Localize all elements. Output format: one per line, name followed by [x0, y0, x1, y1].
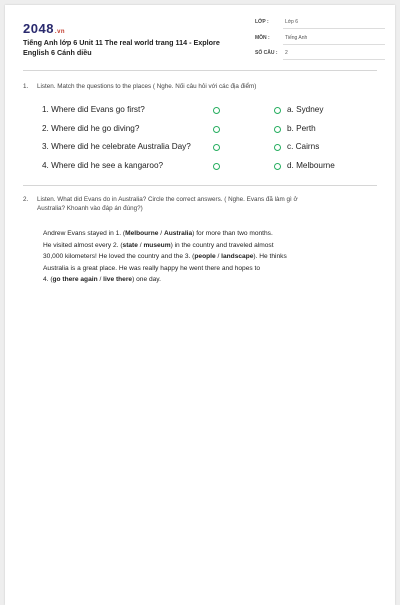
question-2-instruction [23, 195, 298, 213]
answer-option[interactable]: Australia [163, 230, 193, 237]
passage-text: ) one day. [132, 276, 161, 284]
logo-text: 2048 [23, 21, 54, 36]
passage-text: He visited almost every 2. ( [43, 241, 123, 249]
meta-value: Lớp 6 [285, 19, 299, 25]
option-separator: / [215, 253, 222, 261]
answer-option[interactable]: museum [143, 241, 171, 249]
match-dot-left[interactable] [213, 107, 220, 114]
match-dot-left[interactable] [213, 144, 220, 151]
match-dot-right[interactable] [274, 126, 281, 133]
passage-line: Australia is a great place. He was really happy he went there and hopes to [43, 264, 260, 272]
answer-option[interactable]: state [122, 241, 138, 249]
worksheet-page [5, 5, 395, 605]
meta-divider [283, 28, 385, 29]
option-separator: / [97, 276, 104, 284]
answer-option[interactable]: landscape [221, 253, 254, 261]
instruction-text: Listen. Match the questions to the places ( Nghe. Nối câu hỏi với các địa điểm) [37, 83, 257, 90]
match-dot-left[interactable] [213, 126, 220, 133]
option-separator: / [158, 230, 164, 237]
question-item: 1. Where did Evans go first? [42, 105, 145, 114]
place-item: d. Melbourne [287, 161, 335, 170]
place-item: c. Cairns [287, 142, 320, 151]
match-dot-right[interactable] [274, 163, 281, 170]
meta-label: LỚP : [255, 19, 269, 25]
match-dot-right[interactable] [274, 107, 281, 114]
passage-line [43, 274, 373, 286]
question-1-instruction [23, 82, 256, 91]
document-title: Tiếng Anh lớp 6 Unit 11 The real world trang 114 - Explore English 6 Cánh diều [23, 38, 220, 57]
passage-line [43, 228, 373, 240]
match-dot-right[interactable] [274, 144, 281, 151]
passage-line [43, 251, 373, 263]
instruction-text: Australia? Khoanh vào đáp án đúng?) [37, 205, 143, 212]
meta-label: MÔN : [255, 35, 270, 41]
answer-option[interactable]: live there [103, 276, 133, 284]
meta-value: Tiếng Anh [285, 35, 308, 41]
meta-label: SỐ CÂU : [255, 50, 278, 56]
match-dot-left[interactable] [213, 163, 220, 170]
meta-value: 2 [285, 50, 288, 56]
passage-line [43, 240, 373, 252]
passage-text: ) for more than two months. [192, 230, 273, 237]
question-number: 1. [23, 83, 29, 90]
question-number: 2. [23, 196, 29, 203]
question-item: 4. Where did he see a kangaroo? [42, 161, 164, 170]
passage-text: 4. ( [43, 276, 53, 284]
site-logo[interactable] [23, 21, 65, 36]
answer-option[interactable]: Melbourne [125, 230, 159, 237]
logo-suffix: .vn [54, 29, 66, 35]
meta-divider [283, 44, 385, 45]
place-item: b. Perth [287, 124, 316, 133]
question-item: 2. Where did he go diving? [42, 124, 140, 133]
passage-text: 30,000 kilometers! He loved the country and the 3. ( [43, 253, 195, 261]
header-divider [23, 70, 377, 71]
passage-text: ) in the country and traveled almost [170, 241, 274, 249]
place-item: a. Sydney [287, 105, 324, 114]
section-divider [23, 185, 377, 186]
passage-text: ). He thinks [253, 253, 287, 261]
answer-option[interactable]: people [194, 253, 216, 261]
option-separator: / [137, 241, 144, 249]
answer-option[interactable]: go there again [52, 276, 98, 284]
question-item: 3. Where did he celebrate Australia Day? [42, 142, 191, 151]
instruction-text: Listen. What did Evans do in Australia? Circle the correct answers. ( Nghe. Evans đã làm gì ở [37, 196, 298, 203]
meta-divider [283, 59, 385, 60]
passage-text: Andrew Evans stayed in 1. ( [43, 230, 126, 237]
passage [43, 228, 373, 286]
